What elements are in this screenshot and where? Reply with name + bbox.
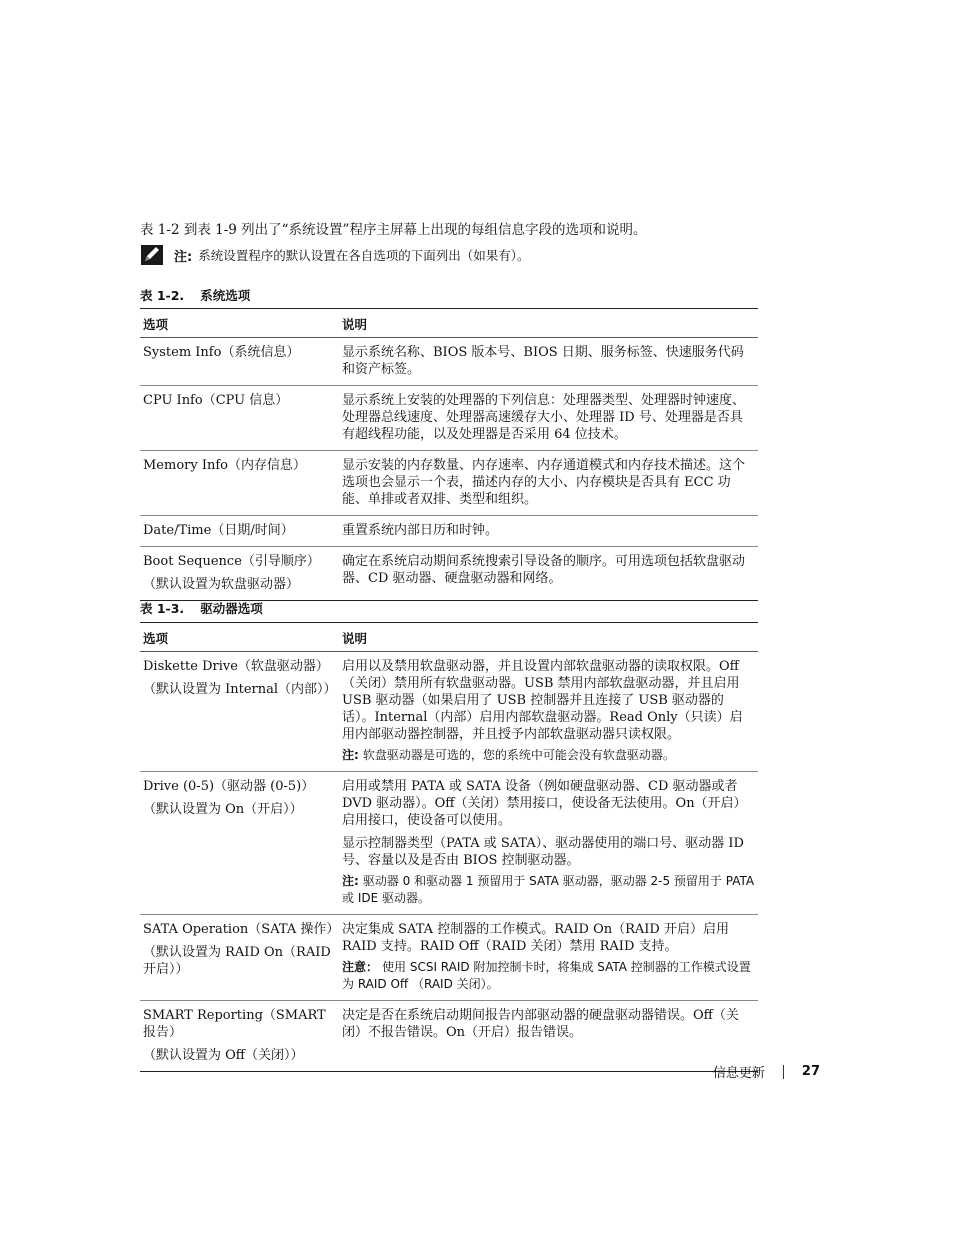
caption-number: 表 1-2. bbox=[140, 288, 185, 303]
option-cell bbox=[140, 1001, 336, 1072]
option-cell bbox=[140, 547, 336, 601]
system-options-table bbox=[140, 308, 758, 601]
caption-title: 系统选项 bbox=[200, 288, 251, 303]
option-default: （默认设置为 On（开启）） bbox=[143, 802, 303, 817]
drive-options-table bbox=[140, 622, 758, 1072]
inline-note-text: 驱动器 0 和驱动器 1 预留用于 SATA 驱动器，驱动器 2-5 预留用于 PATA 或 IDE 驱动器。 bbox=[342, 874, 755, 905]
table-row bbox=[140, 772, 758, 915]
description-text: 显示控制器类型（PATA 或 SATA）、驱动器使用的端口号、驱动器 ID 号、容量以及是否由 BIOS 控制驱动器。 bbox=[342, 836, 744, 868]
table-row bbox=[140, 386, 758, 451]
description-cell: 显示安装的内存数量、内存速率、内存通道模式和内存技术描述。这个选项也会显示一个表，描述内存的大小、内存模块是否具有 ECC 功能、单排或者双排、类型和组织。 bbox=[336, 451, 758, 516]
option-cell bbox=[140, 772, 336, 915]
header-option: 选项 bbox=[140, 309, 336, 338]
table-1-3-caption bbox=[140, 599, 263, 617]
inline-note-text: 使用 SCSI RAID 附加控制卡时，将集成 SATA 控制器的工作模式设置为 RAID Off （RAID 关闭）。 bbox=[342, 960, 751, 991]
option-name: SMART Reporting（SMART 报告） bbox=[143, 1008, 326, 1040]
caption-number: 表 1-3. bbox=[140, 601, 185, 616]
intro-text: 表 1-2 到表 1-9 列出了“系统设置”程序主屏幕上出现的每组信息字段的选项和说明。 bbox=[140, 222, 647, 238]
description-text: 启用或禁用 PATA 或 SATA 设备（例如硬盘驱动器、CD 驱动器或者 DVD 驱动器）。Off（关闭）禁用接口，使设备无法使用。On（开启）启用接口，使设备可以使用。 bbox=[342, 779, 747, 828]
description-cell: 显示系统名称、BIOS 版本号、BIOS 日期、服务标签、快速服务代码和资产标签。 bbox=[336, 338, 758, 386]
option-cell: Memory Info（内存信息） bbox=[140, 451, 336, 516]
description-cell bbox=[336, 772, 758, 915]
table-row bbox=[140, 451, 758, 516]
description-cell: 重置系统内部日历和时钟。 bbox=[336, 516, 758, 547]
option-cell bbox=[140, 915, 340, 1001]
option-cell: System Info（系统信息） bbox=[140, 338, 336, 386]
inline-note-label: 注: bbox=[342, 874, 359, 888]
inline-note-text: 软盘驱动器是可选的，您的系统中可能会没有软盘驱动器。 bbox=[362, 748, 675, 762]
inline-note bbox=[342, 873, 755, 907]
page-number: 27 bbox=[801, 1064, 820, 1079]
option-default: （默认设置为软盘驱动器） bbox=[143, 577, 300, 592]
table-1-2-caption bbox=[140, 286, 250, 304]
inline-note-label: 注意： bbox=[342, 960, 379, 974]
header-description: 说明 bbox=[336, 309, 758, 338]
option-name: SATA Operation（SATA 操作） bbox=[143, 922, 340, 937]
description-cell bbox=[336, 652, 758, 772]
note-pencil-icon bbox=[140, 244, 164, 266]
table-row bbox=[140, 915, 758, 1001]
table-row bbox=[140, 338, 758, 386]
option-name: Drive (0-5)（驱动器 (0-5)） bbox=[143, 779, 315, 794]
table-row bbox=[140, 516, 758, 547]
option-name: Diskette Drive（软盘驱动器） bbox=[143, 659, 329, 674]
note-line bbox=[140, 244, 780, 266]
description-text: 启用以及禁用软盘驱动器，并且设置内部软盘驱动器的读取权限。Off（关闭）禁用所有软盘驱动器。USB 禁用内部软盘驱动器，并且启用 USB 驱动器（如果启用了 USB 控制器并且连接了 USB 驱动器的话）。Internal（内部）启用内部软盘驱动器。Read Only（只读）启用内部驱动器控制器，并且授予内部软盘驱动器只读权限。 bbox=[342, 659, 743, 742]
option-default: （默认设置为 Internal（内部）） bbox=[143, 682, 337, 697]
option-name: Boot Sequence（引导顺序） bbox=[143, 554, 320, 569]
description-cell bbox=[336, 1001, 758, 1072]
description-text: 决定是否在系统启动期间报告内部驱动器的硬盘驱动器错误。Off（关闭）不报告错误。On（开启）报告错误。 bbox=[342, 1008, 739, 1040]
table-row bbox=[140, 547, 758, 601]
inline-note bbox=[342, 959, 755, 993]
header-description: 说明 bbox=[336, 623, 758, 652]
option-cell: Date/Time（日期/时间） bbox=[140, 516, 336, 547]
footer-divider bbox=[783, 1065, 784, 1079]
inline-note-label: 注: bbox=[342, 748, 359, 762]
table-row bbox=[140, 652, 758, 772]
description-text: 决定集成 SATA 控制器的工作模式。RAID On（RAID 开启）启用 RAID 支持。RAID Off（RAID 关闭）禁用 RAID 支持。 bbox=[342, 922, 729, 954]
caption-title: 驱动器选项 bbox=[200, 601, 263, 616]
note-label: 注: bbox=[174, 249, 193, 265]
footer-section-title: 信息更新 bbox=[712, 1066, 765, 1081]
note-text: 系统设置程序的默认设置在各自选项的下面列出（如果有）。 bbox=[198, 248, 530, 263]
option-default: （默认设置为 Off（关闭）） bbox=[143, 1048, 304, 1063]
description-cell bbox=[336, 915, 758, 1001]
header-option: 选项 bbox=[140, 623, 336, 652]
option-default: （默认设置为 RAID On（RAID 开启）） bbox=[143, 945, 331, 977]
option-cell bbox=[140, 652, 336, 772]
inline-note bbox=[342, 747, 755, 764]
description-cell: 确定在系统启动期间系统搜索引导设备的顺序。可用选项包括软盘驱动器、CD 驱动器、硬盘驱动器和网络。 bbox=[336, 547, 758, 601]
description-cell: 显示系统上安装的处理器的下列信息：处理器类型、处理器时钟速度、处理器总线速度、处理器高速缓存大小、处理器 ID 号、处理器是否具有超线程功能，以及处理器是否采用 64 位技术。 bbox=[336, 386, 758, 451]
option-cell: CPU Info（CPU 信息） bbox=[140, 386, 336, 451]
table-row bbox=[140, 1001, 758, 1072]
page-footer bbox=[700, 1062, 820, 1081]
